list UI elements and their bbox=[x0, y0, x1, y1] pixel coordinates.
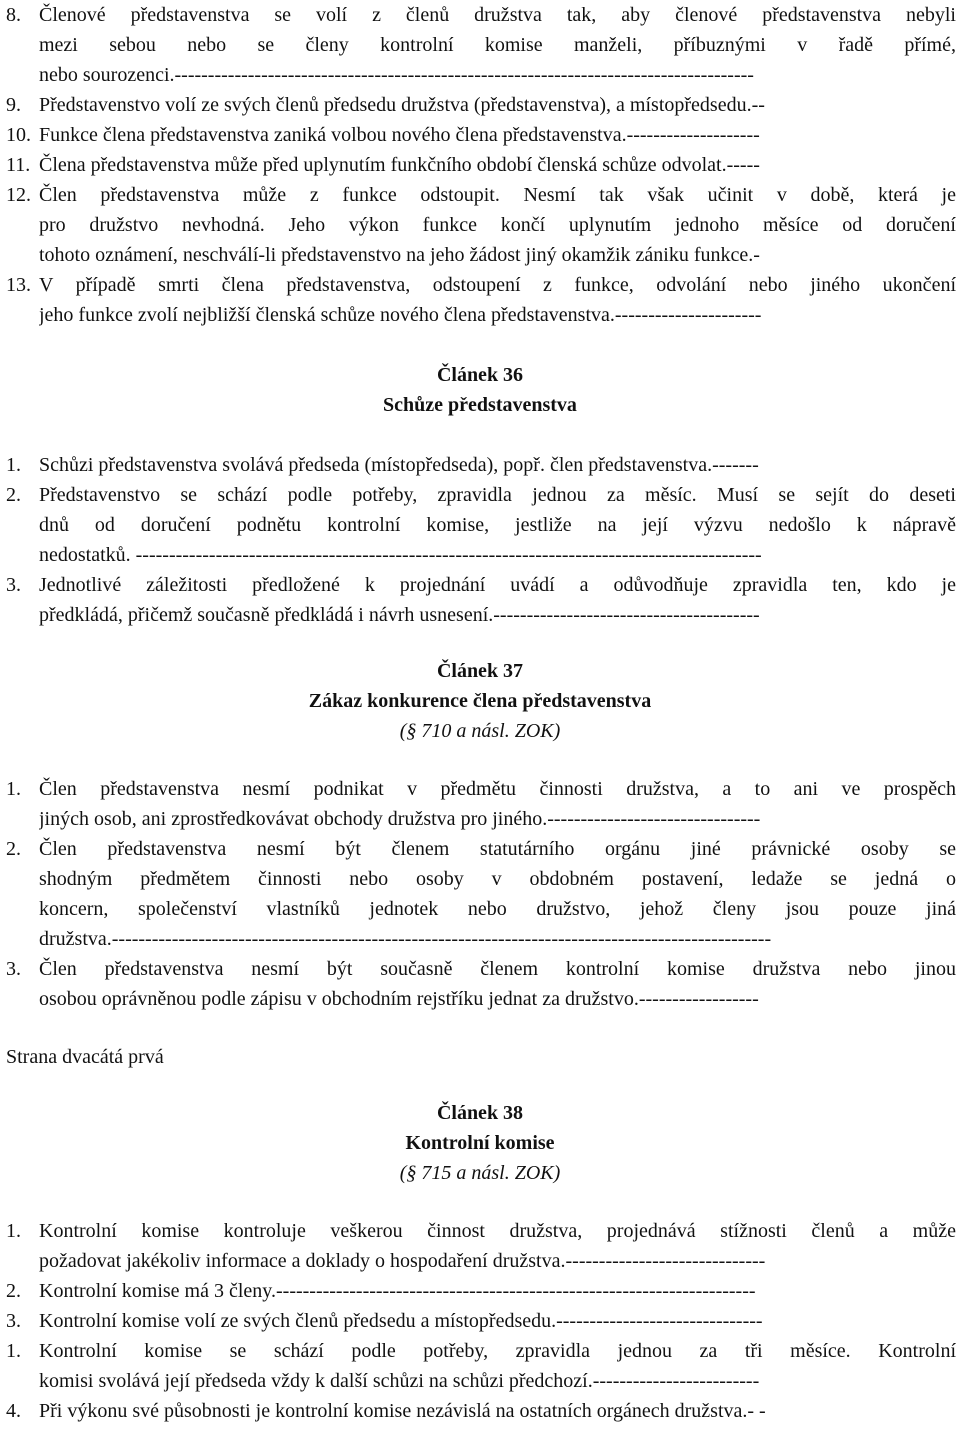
list-item bbox=[6, 270, 956, 300]
list-item bbox=[6, 834, 956, 864]
item-number: 10. bbox=[6, 124, 31, 146]
list-item bbox=[6, 450, 956, 480]
article-title: Zákaz konkurence člena představenstva bbox=[308, 690, 652, 712]
item-text-line: nedostatků. ---------------------------------------------------------------------------------------------- bbox=[39, 544, 762, 566]
article-heading: Článek 36 bbox=[436, 364, 524, 386]
item-text-line: V případě smrti člena představenstva, odstoupení z funkce, odvolání nebo jiného ukončení bbox=[39, 274, 956, 296]
item-text-line: koncern, společenství vlastníků jednotek nebo družstvo, jehož členy jsou pouze jiná bbox=[39, 898, 956, 920]
list-item-continuation bbox=[6, 60, 956, 90]
item-text-line: předkládá, přičemž současně předkládá i návrh usnesení.---------------------------------------- bbox=[39, 604, 760, 626]
list-item-continuation bbox=[6, 300, 956, 330]
item-text-line: shodným předmětem činnosti nebo osoby v obdobném postavení, ledaže se jedná o bbox=[39, 868, 956, 890]
item-number: 12. bbox=[6, 184, 31, 206]
list-item-continuation bbox=[6, 984, 956, 1014]
list-item-continuation bbox=[6, 600, 956, 630]
article-heading: Článek 38 bbox=[436, 1102, 524, 1124]
item-number: 2. bbox=[6, 484, 21, 506]
list-item bbox=[6, 0, 956, 30]
item-text-line: osobou oprávněnou podle zápisu v obchodním rejstříku jednat za družstvo.------------------ bbox=[39, 988, 759, 1010]
list-item bbox=[6, 150, 956, 180]
item-text-line: nebo sourozenci.--------------------------------------------------------------------------------------- bbox=[39, 64, 754, 86]
article-heading: Článek 37 bbox=[436, 660, 524, 682]
item-text-line: mezi sebou nebo se členy kontrolní komise manželi, příbuznými v řadě přímé, bbox=[39, 34, 956, 56]
item-number: 2. bbox=[6, 838, 21, 860]
item-text-line: Kontrolní komise volí ze svých členů předsedu a místopředsedu.------------------------------- bbox=[39, 1310, 763, 1332]
list-item-continuation bbox=[6, 924, 956, 954]
list-item-continuation bbox=[6, 240, 956, 270]
item-text-line: Představenstvo se schází podle potřeby, zpravidla jednou za měsíc. Musí se sejít do deseti bbox=[39, 484, 956, 506]
item-number: 2. bbox=[6, 1280, 21, 1302]
list-item bbox=[6, 1276, 956, 1306]
list-item-continuation bbox=[6, 210, 956, 240]
list-item bbox=[6, 774, 956, 804]
page-label: Strana dvacátá prvá bbox=[6, 1046, 164, 1068]
list-item bbox=[6, 90, 956, 120]
item-number: 1. bbox=[6, 454, 21, 476]
item-text-line: Kontrolní komise se schází podle potřeby, zpravidla jednou za tři měsíce. Kontrolní bbox=[39, 1340, 956, 1362]
item-text-line: požadovat jakékoliv informace a doklady o hospodaření družstva.------------------------------ bbox=[39, 1250, 766, 1272]
item-number: 11. bbox=[6, 154, 31, 176]
item-number: 8. bbox=[6, 4, 21, 26]
list-item bbox=[6, 1396, 956, 1426]
list-item-continuation bbox=[6, 894, 956, 924]
list-item-continuation bbox=[6, 804, 956, 834]
list-item-continuation bbox=[6, 30, 956, 60]
item-number: 4. bbox=[6, 1400, 21, 1422]
item-text-line: jiných osob, ani zprostředkovávat obchody družstva pro jiného.-------------------------------- bbox=[39, 808, 761, 830]
legal-reference: (§ 710 a násl. ZOK) bbox=[399, 720, 561, 742]
list-item bbox=[6, 570, 956, 600]
item-text-line: Člen představenstva nesmí podnikat v předmětu činnosti družstva, a to ani ve prospěch bbox=[39, 778, 956, 800]
item-text-line: Člen představenstva nesmí být členem statutárního orgánu jiné právnické osoby se bbox=[39, 838, 956, 860]
list-item bbox=[6, 1336, 956, 1366]
list-item-continuation bbox=[6, 540, 956, 570]
item-text-line: Člen představenstva může z funkce odstoupit. Nesmí tak však učinit v době, která je bbox=[39, 184, 956, 206]
item-number: 3. bbox=[6, 958, 21, 980]
item-text-line: tohoto oznámení, neschválí-li představenstvo na jeho žádost jiný okamžik zániku funkce.- bbox=[39, 244, 760, 266]
item-number: 3. bbox=[6, 1310, 21, 1332]
item-number: 13. bbox=[6, 274, 31, 296]
list-item-continuation bbox=[6, 510, 956, 540]
legal-reference: (§ 715 a násl. ZOK) bbox=[399, 1162, 561, 1184]
item-number: 9. bbox=[6, 94, 21, 116]
item-text-line: komisi svolává její předseda vždy k další schůzi na schůzi předchozí.------------------------- bbox=[39, 1370, 760, 1392]
item-number: 1. bbox=[6, 778, 21, 800]
item-text-line: Jednotlivé záležitosti předložené k projednání uvádí a odůvodňuje zpravidla ten, kdo je bbox=[39, 574, 956, 596]
item-text-line: Kontrolní komise má 3 členy.------------------------------------------------------------------------ bbox=[39, 1280, 756, 1302]
item-text-line: Členové představenstva se volí z členů družstva tak, aby členové představenstva nebyli bbox=[39, 4, 956, 26]
list-item bbox=[6, 1306, 956, 1336]
item-number: 1. bbox=[6, 1340, 21, 1362]
list-item bbox=[6, 120, 956, 150]
list-item bbox=[6, 1216, 956, 1246]
list-item-continuation bbox=[6, 1246, 956, 1276]
list-item bbox=[6, 954, 956, 984]
item-text-line: Při výkonu své působnosti je kontrolní komise nezávislá na ostatních orgánech družstva.- - bbox=[39, 1400, 766, 1422]
article-title: Kontrolní komise bbox=[405, 1132, 555, 1154]
item-text-line: jeho funkce zvolí nejbližší členská schůze nového člena představenstva.---------------------- bbox=[39, 304, 762, 326]
list-item-continuation bbox=[6, 1366, 956, 1396]
item-number: 1. bbox=[6, 1220, 21, 1242]
item-number: 3. bbox=[6, 574, 21, 596]
item-text-line: Schůzi představenstva svolává předseda (místopředseda), popř. člen představenstva.------- bbox=[39, 454, 759, 476]
list-item-continuation bbox=[6, 864, 956, 894]
list-item bbox=[6, 480, 956, 510]
item-text-line: Funkce člena představenstva zaniká volbou nového člena představenstva.-------------------- bbox=[39, 124, 760, 146]
item-text-line: pro družstvo nevhodná. Jeho výkon funkce končí uplynutím jednoho měsíce od doručení bbox=[39, 214, 956, 236]
item-text-line: družstva.--------------------------------------------------------------------------------------------------- bbox=[39, 928, 772, 950]
item-text-line: Představenstvo volí ze svých členů předsedu družstva (představenstva), a místopředsedu.-- bbox=[39, 94, 765, 116]
item-text-line: Kontrolní komise kontroluje veškerou činnost družstva, projednává stížnosti členů a může bbox=[39, 1220, 956, 1242]
list-item bbox=[6, 180, 956, 210]
article-title: Schůze představenstva bbox=[383, 394, 577, 416]
item-text-line: Člen představenstva nesmí být současně členem kontrolní komise družstva nebo jinou bbox=[39, 958, 956, 980]
item-text-line: Člena představenstva může před uplynutím funkčního období členská schůze odvolat.----- bbox=[39, 154, 760, 176]
item-text-line: dnů od doručení podnětu kontrolní komise, jestliže na její výzvu nedošlo k nápravě bbox=[39, 514, 956, 536]
